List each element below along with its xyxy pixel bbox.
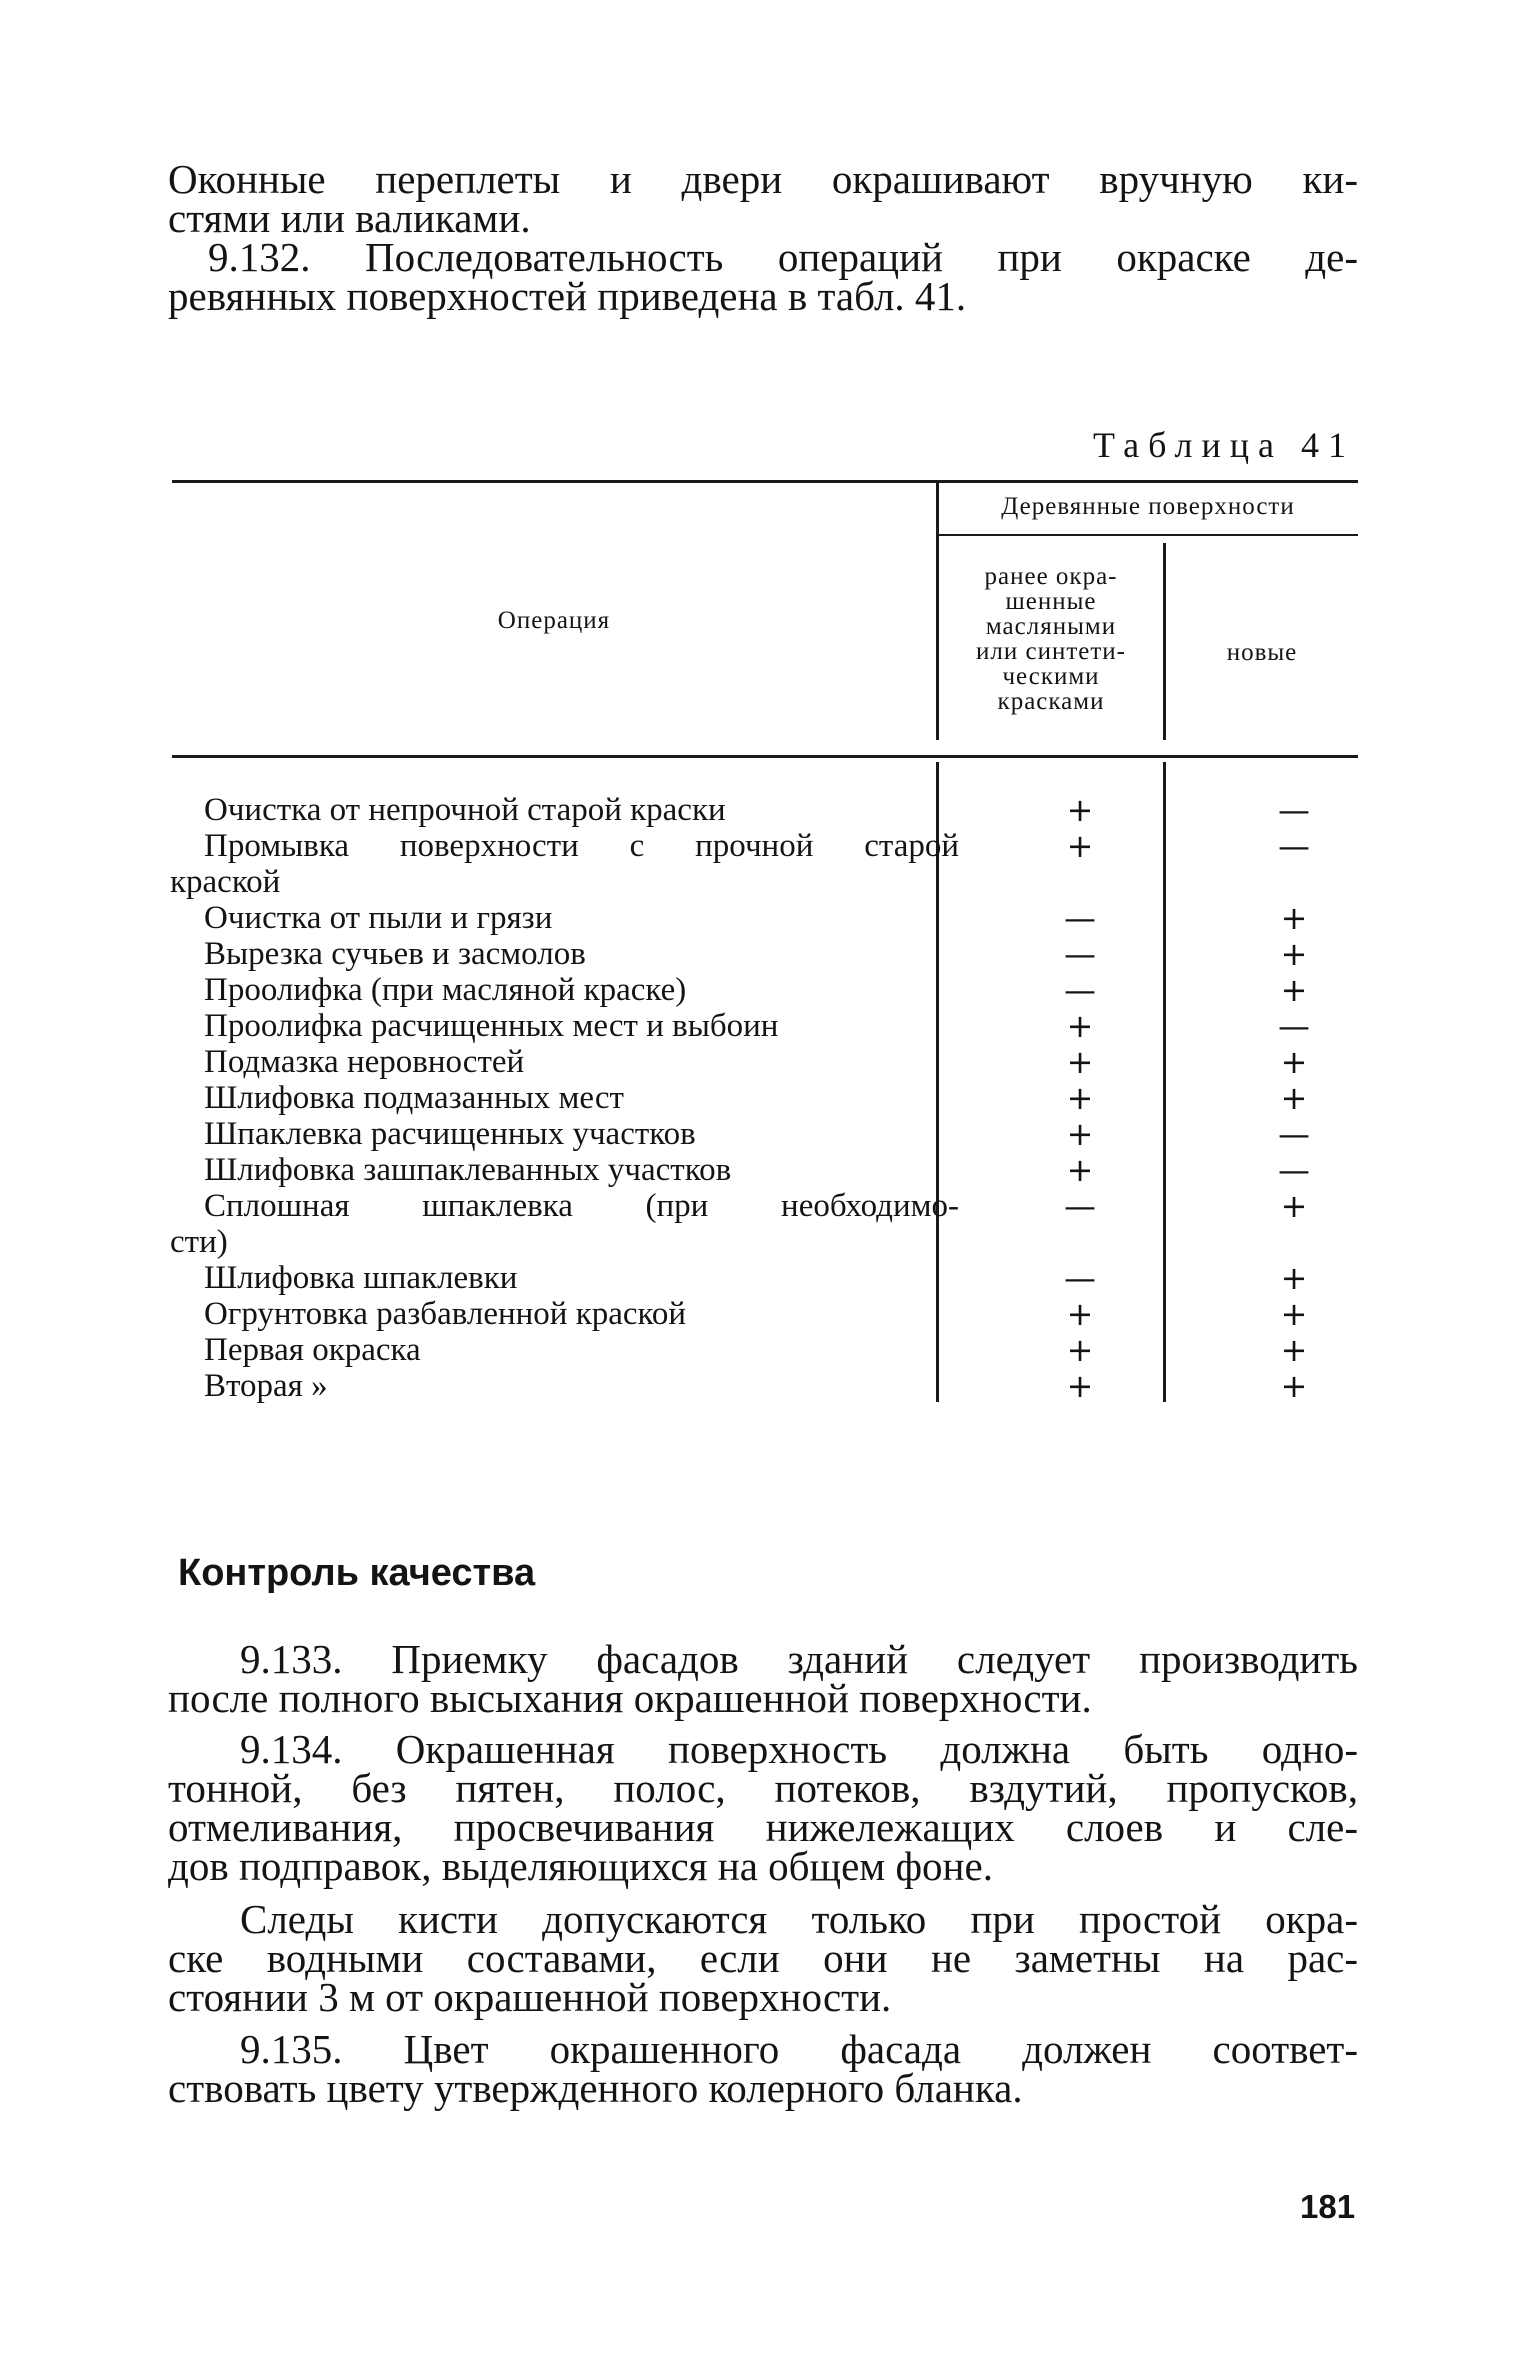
operation-cell: краской	[170, 864, 281, 900]
mark-cell: +	[1280, 1043, 1308, 1081]
table-row	[170, 900, 1360, 936]
table-row	[170, 1116, 1360, 1152]
mark-cell: —	[1064, 899, 1096, 937]
mark-cell: +	[1066, 1115, 1094, 1153]
table-row	[170, 1332, 1360, 1368]
mark-cell: —	[1278, 791, 1310, 829]
intro-paragraph	[168, 156, 1358, 319]
text-line: дов подправок, выделяющихся на общем фоне.	[168, 1843, 993, 1889]
mark-cell: +	[1066, 827, 1094, 865]
header-line: масляными	[985, 613, 1117, 640]
header-line: ранее окра-	[984, 563, 1118, 590]
mark-cell: —	[1278, 827, 1310, 865]
header-previously-painted	[940, 564, 1162, 714]
table-row	[170, 972, 1360, 1008]
section-heading: Контроль качества	[178, 1552, 536, 1594]
table-row	[170, 792, 1360, 828]
operation-cell: Первая окраска	[204, 1332, 421, 1368]
table-row	[170, 1224, 1360, 1260]
operation-cell: Промывка поверхности с прочной старой	[204, 828, 959, 864]
text-line: ствовать цвету утвержденного колерного бланка.	[168, 2065, 1023, 2111]
paragraph-9-135	[168, 2026, 1358, 2111]
table-body	[170, 792, 1360, 1404]
table-row	[170, 828, 1360, 864]
operation-cell: Шлифовка зашпаклеванных участков	[204, 1152, 732, 1188]
text-line: стями или валиками.	[168, 195, 531, 241]
table-row	[170, 1368, 1360, 1404]
mark-cell: +	[1066, 1079, 1094, 1117]
table-row	[170, 1044, 1360, 1080]
text-line: Следы кисти допускаются только при простой окра-	[240, 1896, 1358, 1942]
header-group: Деревянные поверхности	[1001, 493, 1295, 520]
header-line: шенные	[1005, 588, 1097, 615]
mark-cell: +	[1066, 1007, 1094, 1045]
header-line: или синтети-	[976, 638, 1126, 665]
mark-cell: +	[1280, 1259, 1308, 1297]
mark-cell: +	[1280, 935, 1308, 973]
paragraph-9-134	[168, 1726, 1358, 1889]
mark-cell: —	[1278, 1151, 1310, 1189]
paragraph-9-133	[168, 1636, 1358, 1721]
mark-cell: +	[1280, 971, 1308, 1009]
text-line: после полного высыхания окрашенной поверхности.	[168, 1675, 1092, 1721]
table-row	[170, 1008, 1360, 1044]
header-operation: Операция	[497, 607, 611, 634]
table-caption: Таблица 41	[1093, 425, 1355, 465]
table-header-rule	[172, 755, 1358, 758]
operation-cell: Проолифка расчищенных мест и выбоин	[204, 1008, 779, 1044]
table-row	[170, 1260, 1360, 1296]
table-top-rule	[172, 480, 1358, 483]
table-row	[170, 1152, 1360, 1188]
mark-cell: +	[1066, 1367, 1094, 1405]
operation-cell: Вторая »	[204, 1368, 328, 1404]
header-line: ческими	[1002, 663, 1100, 690]
text-line: тонной, без пятен, полос, потеков, вздутий, пропусков,	[168, 1765, 1358, 1811]
operation-cell: Очистка от непрочной старой краски	[204, 792, 726, 828]
page-number: 181	[1300, 2188, 1356, 2225]
table-row	[170, 1080, 1360, 1116]
mark-cell: —	[1278, 1007, 1310, 1045]
text-line: ске водными составами, если они не заметны на рас-	[168, 1935, 1358, 1981]
mark-cell: —	[1064, 1259, 1096, 1297]
mark-cell: +	[1280, 1367, 1308, 1405]
paragraph-brush-marks	[168, 1896, 1358, 2020]
table-column-rule	[936, 482, 939, 740]
mark-cell: +	[1066, 1331, 1094, 1369]
header-line: красками	[997, 688, 1105, 715]
mark-cell: —	[1064, 1187, 1096, 1225]
operation-cell: Шпаклевка расчищенных участков	[204, 1116, 696, 1152]
table-group-rule	[938, 534, 1358, 536]
operation-cell: Сплошная шпаклевка (при необходимо-	[204, 1188, 959, 1224]
text-line: 9.132. Последовательность операций при окраске де-	[208, 234, 1358, 280]
operation-cell: Вырезка сучьев и засмолов	[204, 936, 586, 972]
table-row	[170, 864, 1360, 900]
mark-cell: —	[1064, 971, 1096, 1009]
mark-cell: +	[1066, 1151, 1094, 1189]
mark-cell: +	[1280, 1331, 1308, 1369]
mark-cell: +	[1280, 1079, 1308, 1117]
mark-cell: +	[1280, 899, 1308, 937]
mark-cell: —	[1064, 935, 1096, 973]
text-line: Оконные переплеты и двери окрашивают вручную ки-	[168, 156, 1358, 202]
table-row	[170, 936, 1360, 972]
mark-cell: —	[1278, 1115, 1310, 1153]
operation-cell: Проолифка (при масляной краске)	[204, 972, 687, 1008]
operation-cell: сти)	[170, 1224, 228, 1260]
table-row	[170, 1296, 1360, 1332]
text-line: ревянных поверхностей приведена в табл. 41.	[168, 273, 967, 319]
mark-cell: +	[1280, 1187, 1308, 1225]
operation-cell: Подмазка неровностей	[204, 1044, 525, 1080]
mark-cell: +	[1066, 1295, 1094, 1333]
text-line: стоянии 3 м от окрашенной поверхности.	[168, 1974, 892, 2020]
operation-cell: Шлифовка шпаклевки	[204, 1260, 518, 1296]
mark-cell: +	[1066, 1043, 1094, 1081]
mark-cell: +	[1066, 791, 1094, 829]
text-line: 9.135. Цвет окрашенного фасада должен соответ-	[240, 2026, 1358, 2072]
text-line: 9.134. Окрашенная поверхность должна быть одно-	[240, 1726, 1358, 1772]
header-new: новые	[1226, 639, 1298, 666]
mark-cell: +	[1280, 1295, 1308, 1333]
table-row	[170, 1188, 1360, 1224]
text-line: отмеливания, просвечивания нижележащих слоев и сле-	[168, 1804, 1358, 1850]
operation-cell: Шлифовка подмазанных мест	[204, 1080, 624, 1116]
operation-cell: Очистка от пыли и грязи	[204, 900, 553, 936]
text-line: 9.133. Приемку фасадов зданий следует производить	[240, 1636, 1358, 1682]
operation-cell: Огрунтовка разбавленной краской	[204, 1296, 687, 1332]
